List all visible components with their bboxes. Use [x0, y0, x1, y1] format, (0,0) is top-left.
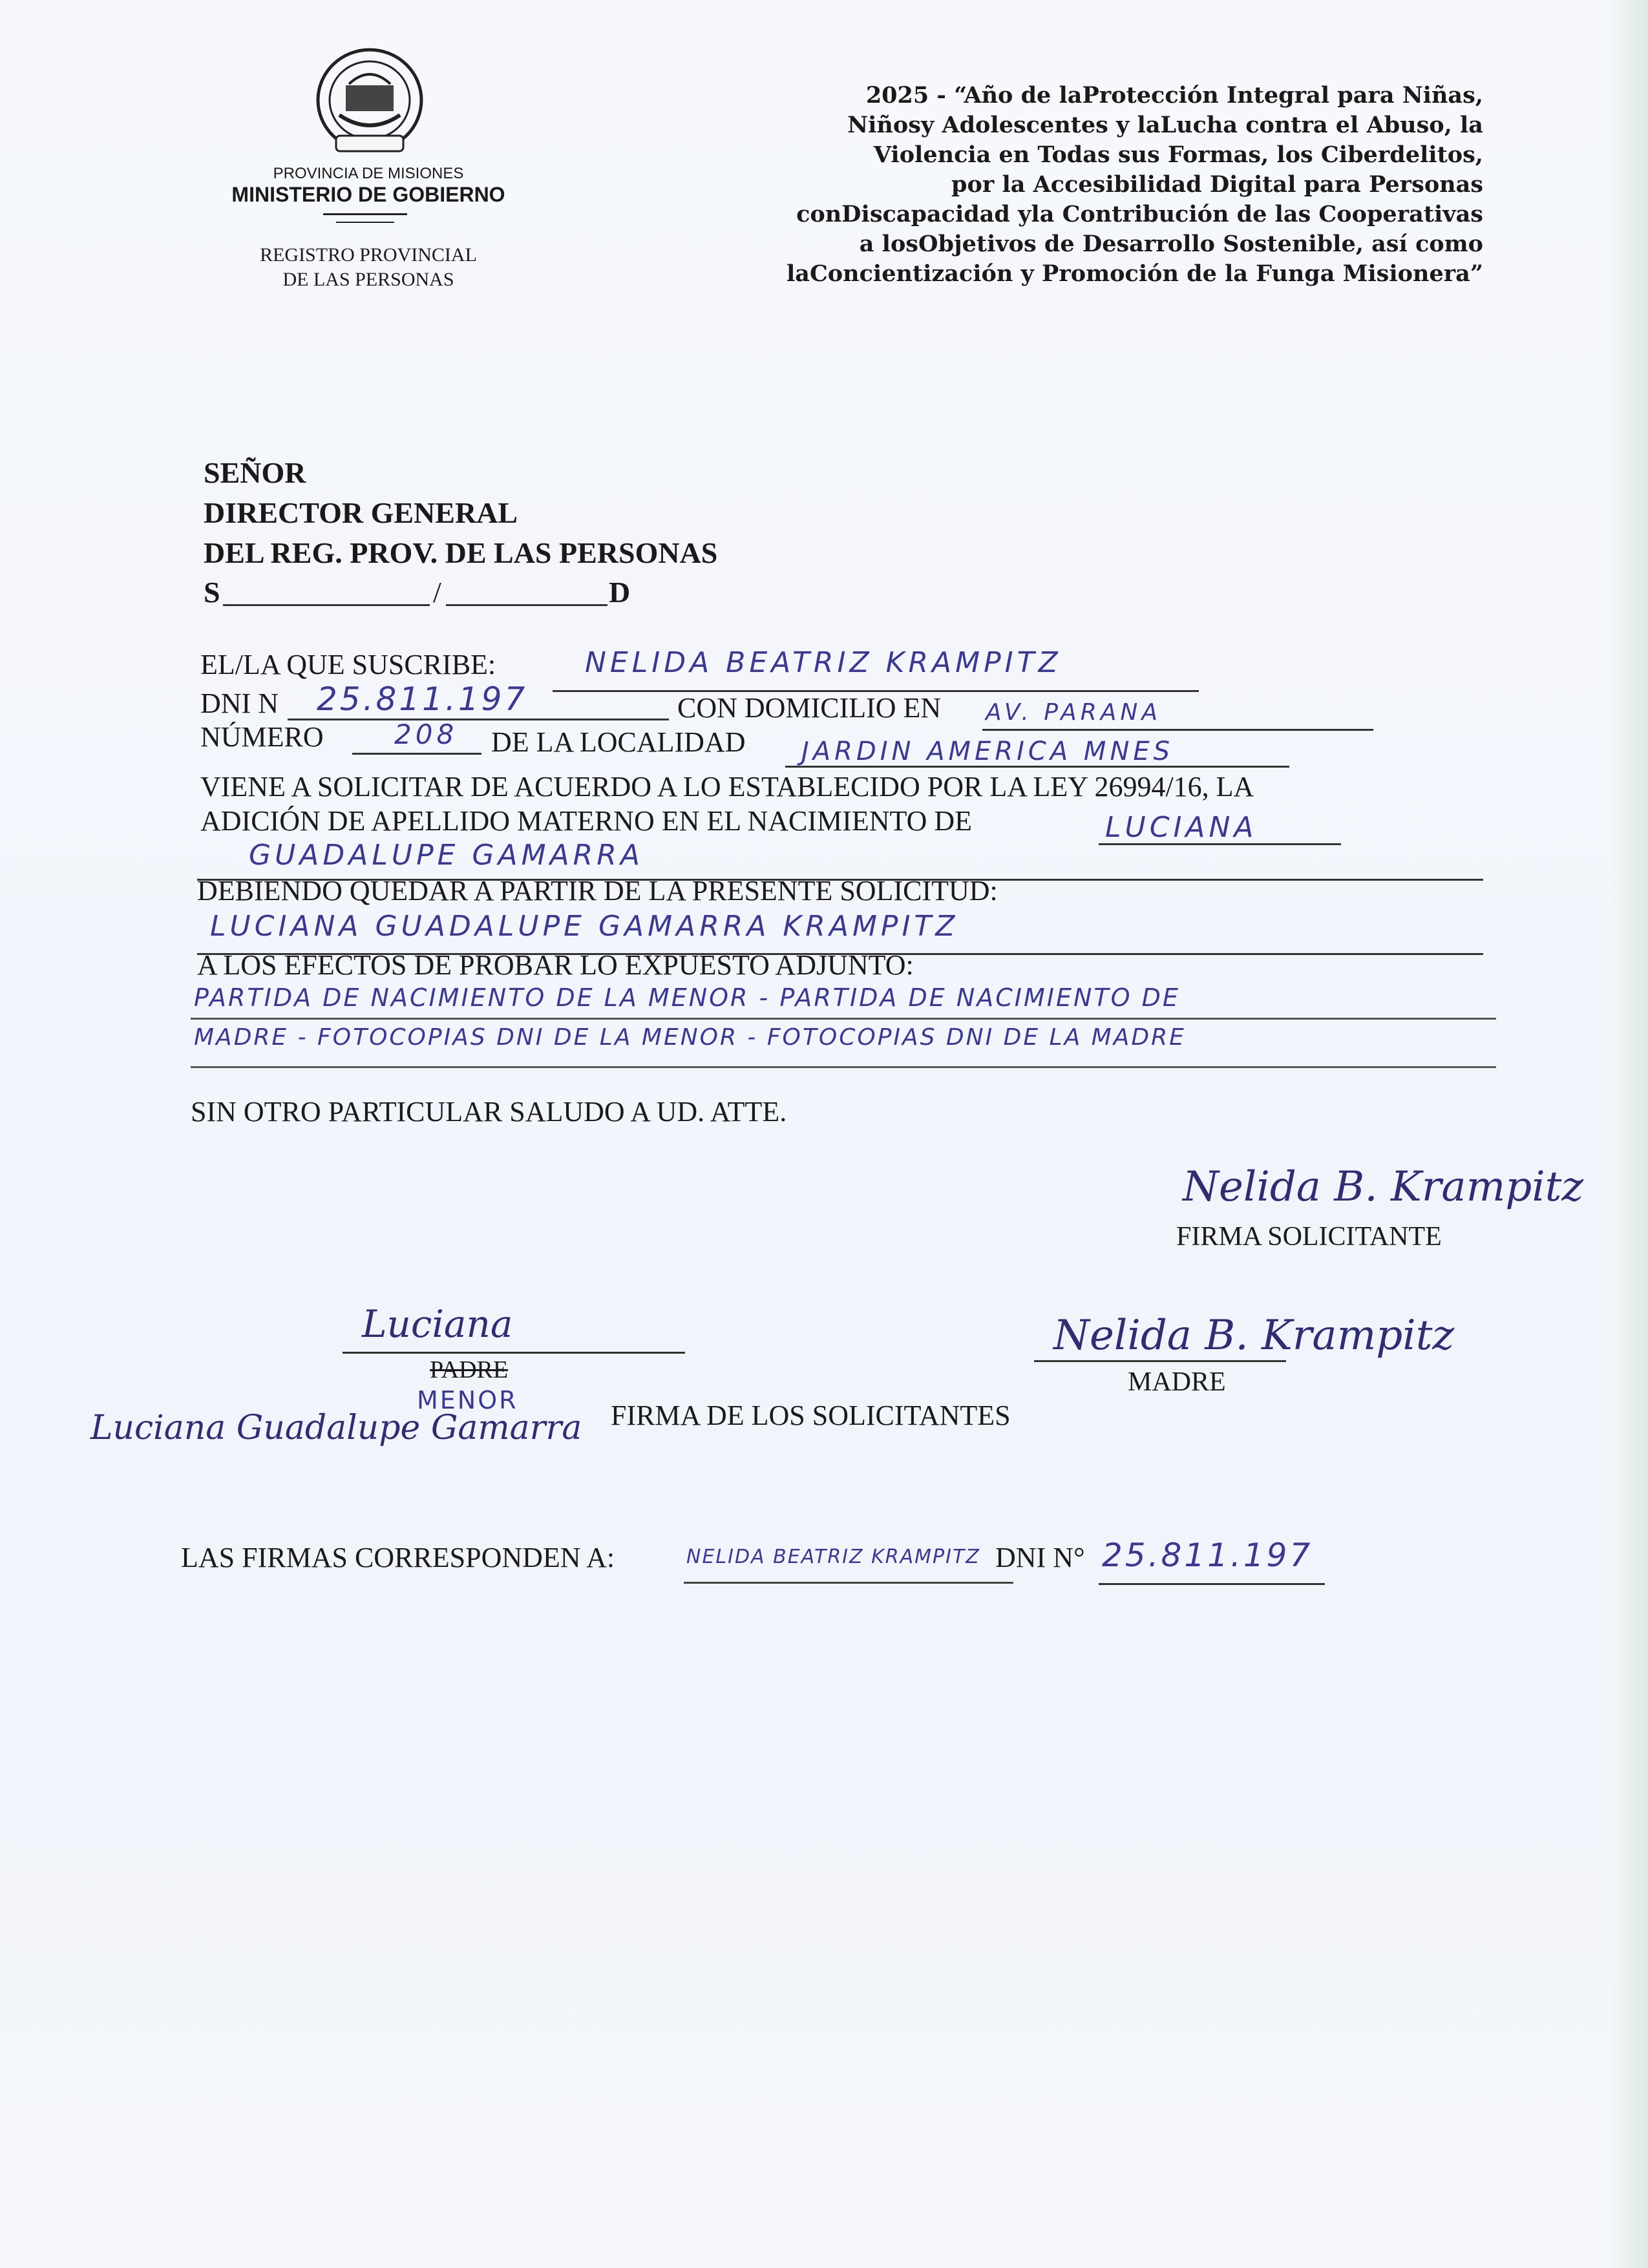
- suscribe-label: EL/LA QUE SUSCRIBE:: [200, 649, 496, 680]
- solicitante-signature: Nelida B. Krampitz: [1183, 1163, 1584, 1211]
- province-label: PROVINCIA DE MISIONES: [273, 165, 464, 182]
- numero-label: NÚMERO: [200, 721, 324, 753]
- localidad-label: DE LA LOCALIDAD: [491, 726, 746, 758]
- dni-underline: [288, 719, 669, 720]
- suscribe-value: NELIDA BEATRIZ KRAMPITZ: [585, 646, 1062, 679]
- header-divider: [323, 213, 407, 215]
- motto-block: [787, 81, 1483, 289]
- numero-underline: [352, 753, 481, 755]
- provincial-seal-icon: [313, 45, 427, 158]
- nuevo-nombre-value: LUCIANA GUADALUPE GAMARRA KRAMPITZ: [210, 910, 959, 943]
- addressee-line1: SEÑOR: [204, 456, 306, 489]
- dni-label: DNI N: [200, 688, 279, 719]
- menor-label: MENOR: [417, 1386, 518, 1414]
- localidad-value: JARDIN AMERICA MNES: [801, 737, 1174, 766]
- viene-line: VIENE A SOLICITAR DE ACUERDO A LO ESTABLECIDO POR LA LEY 26994/16, LA: [200, 771, 1254, 803]
- saludo-line: SIN OTRO PARTICULAR SALUDO A UD. ATTE.: [191, 1096, 787, 1128]
- motto-line: laConcientización y Promoción de la Funga Misionera”: [786, 260, 1483, 287]
- adjunto-line-2: MADRE - FOTOCOPIAS DNI DE LA MENOR - FOTOCOPIAS DNI DE LA MADRE: [194, 1024, 1186, 1051]
- menor-signature: Luciana: [362, 1302, 513, 1346]
- adjunto-underline-1: [191, 1018, 1496, 1020]
- header-divider-2: [336, 222, 394, 223]
- footer-dni-label: DNI N°: [995, 1542, 1085, 1573]
- nacimiento-value-2: GUADALUPE GAMARRA: [249, 839, 644, 872]
- registry-line2: DE LAS PERSONAS: [282, 269, 454, 290]
- corresponden-value: NELIDA BEATRIZ KRAMPITZ: [686, 1546, 980, 1568]
- addressee-blank-1: [223, 604, 430, 606]
- firma-solicitantes-label: FIRMA DE LOS SOLICITANTES: [611, 1400, 1011, 1431]
- adjunto-line-1: PARTIDA DE NACIMIENTO DE LA MENOR - PARTIDA DE NACIMIENTO DE: [194, 983, 1180, 1012]
- menor-signature-line: [343, 1352, 685, 1354]
- menor-fullname-signature: Luciana Guadalupe Gamarra: [90, 1409, 582, 1447]
- motto-line: Niñosy Adolescentes y laLucha contra el Abuso, la: [847, 112, 1483, 138]
- efectos-line: A LOS EFECTOS DE PROBAR LO EXPUESTO ADJUNTO:: [197, 949, 914, 981]
- scan-edge: [1609, 0, 1648, 2268]
- addressee-slash: /: [433, 576, 441, 609]
- firma-solicitante-label: FIRMA SOLICITANTE: [1176, 1222, 1442, 1252]
- madre-signature: Nelida B. Krampitz: [1053, 1312, 1455, 1360]
- nacimiento-underline-1: [1099, 843, 1341, 845]
- registry-line1: REGISTRO PROVINCIAL: [260, 244, 477, 266]
- footer-dni-underline: [1099, 1583, 1325, 1585]
- adjunto-underline-2: [191, 1066, 1496, 1068]
- numero-value: 208: [394, 719, 458, 750]
- motto-line: por la Accesibilidad Digital para Personas: [951, 171, 1483, 198]
- addressee-d: D: [609, 576, 631, 609]
- ministry-label: MINISTERIO DE GOBIERNO: [231, 183, 505, 206]
- padre-label-struck: PADRE: [430, 1356, 509, 1383]
- dni-value: 25.811.197: [317, 680, 528, 718]
- motto-line: conDiscapacidad yla Contribución de las Cooperativas: [796, 201, 1483, 227]
- madre-signature-line: [1034, 1360, 1286, 1362]
- footer-dni-value: 25.811.197: [1102, 1537, 1313, 1574]
- addressee-line2: DIRECTOR GENERAL: [204, 496, 518, 529]
- corresponden-label: LAS FIRMAS CORRESPONDEN A:: [181, 1542, 615, 1573]
- localidad-underline: [785, 766, 1289, 768]
- domicilio-label: CON DOMICILIO EN: [677, 692, 942, 724]
- addressee-blank-2: [446, 604, 607, 606]
- debiendo-line: DEBIENDO QUEDAR A PARTIR DE LA PRESENTE SOLICITUD:: [197, 875, 998, 907]
- motto-line: Violencia en Todas sus Formas, los Ciberdelitos,: [873, 142, 1483, 168]
- motto-line: a losObjetivos de Desarrollo Sostenible, así como: [859, 231, 1483, 257]
- motto-line: 2025 - “Año de laProtección Integral para Niñas,: [865, 82, 1483, 109]
- nacimiento-value-1: LUCIANA: [1105, 811, 1258, 844]
- corresponden-underline: [684, 1582, 1013, 1584]
- domicilio-value: AV. PARANA: [986, 699, 1161, 726]
- adicion-line: ADICIÓN DE APELLIDO MATERNO EN EL NACIMIENTO DE: [200, 805, 972, 837]
- madre-label: MADRE: [1128, 1367, 1226, 1397]
- addressee-s: S: [204, 576, 220, 609]
- domicilio-underline: [982, 729, 1373, 731]
- addressee-line3: DEL REG. PROV. DE LAS PERSONAS: [204, 536, 718, 569]
